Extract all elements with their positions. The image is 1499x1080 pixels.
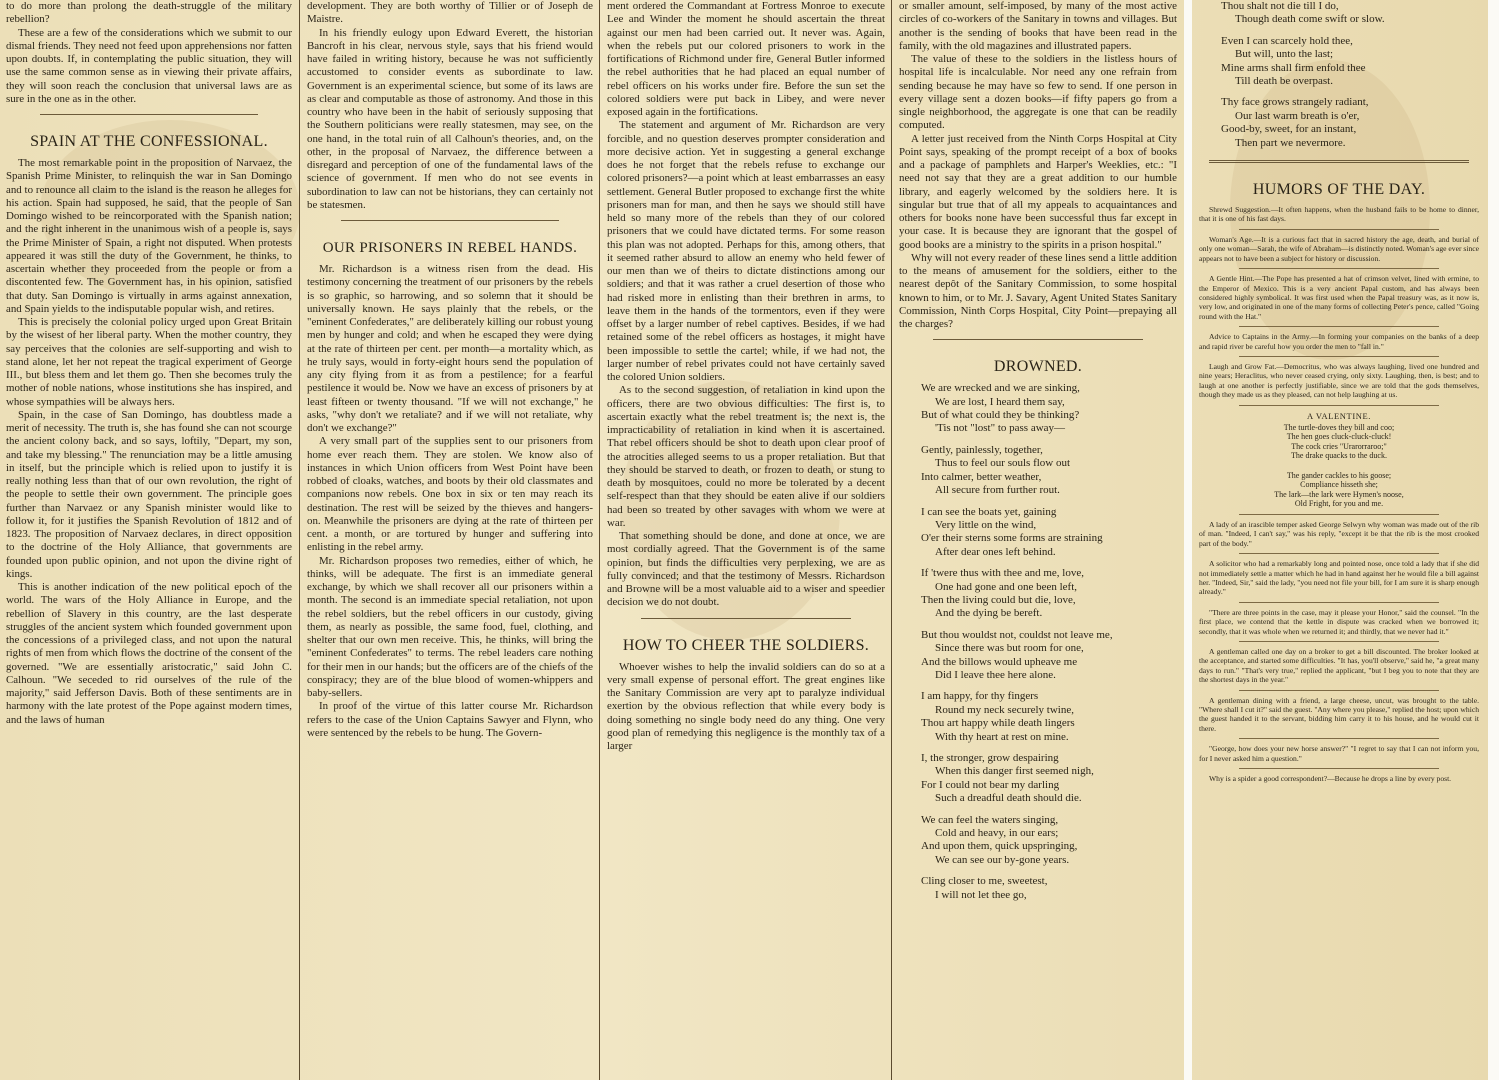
- poem-line: Good-by, sweet, for an instant,: [1221, 123, 1357, 136]
- poem-stanza: [1221, 96, 1479, 150]
- section-rule: [641, 618, 851, 619]
- humor-item: Woman's Age.—It is a curious fact that in sacred history the age, death, and burial of only one woman—Sarah, the wife of Abraham—is distinctly noted. Woman's age ever since appears not to have been a subject for history or discussion.: [1199, 234, 1479, 263]
- clipping-edge: [1488, 0, 1499, 1080]
- item-separator: [1239, 405, 1439, 406]
- poem-line: And the billows would upheave me: [921, 655, 1078, 668]
- poem-line: I, the stronger, grow despairing: [921, 752, 1059, 764]
- article-paragraph: In his friendly eulogy upon Edward Everett, the historian Bancroft in his clear, nervous style, says that his friend would have failed in writing history, because he was not sufficiently accustomed to consider events as subordinate to law. Government is an experimental science, but some of its laws are as clear and computable as those of astronomy. And those in this country who have been in the habit of seriously supposing that the Southern politicians were really statesmen, may see, on the one hand, in the total ruin of all Calhoun's theories, and, on the other, in the proposal of Narvaez, the difference between a disregard and perception of one of the fundamental laws of the science of government. If men who do not see events in subordination to law can not be historians, they can certainly not be statesmen.: [307, 26, 593, 211]
- article-headline: HUMORS OF THE DAY.: [1252, 181, 1426, 199]
- verse-line: [1199, 461, 1479, 471]
- verse-line: The gander cackles to his goose;: [1286, 470, 1392, 480]
- article-paragraph: Mr. Richardson is a witness risen from the dead. His testimony concerning the treatment of our prisoners by the rebels is so graphic, so harrowing, and so solemn that it should be universally known. He says plainly that the rebels, or the "eminent Confederates," are deliberately killing our robust young men by hunger and cold; and when he escaped they were dying at the rate of thirteen per cent. per month—a mortality which, as he truly says, would in forty-eight hours send the population of any city flying from it as from a pestilence; for a fearful pestilence it would be. Now we have an excess of prisoners by at least fifteen or twenty thousand. "If we will not exchange," he asks, "why don't we retaliate? and if we will not retaliate, why don't we exchange?": [307, 263, 593, 434]
- humor-item: A lady of an irascible temper asked George Selwyn why woman was made out of the rib of man. "Indeed, I can't say," was his reply, "except it be that the rib is the most crooked part of the body.": [1199, 519, 1479, 548]
- poem-line: One had gone and one been left,: [935, 580, 1078, 593]
- humor-item: A solicitor who had a remarkably long and pointed nose, once told a lady that if she did not immediately settle a matter which he had in hand against her he would file a bill against her. "Indeed, Sir," said the lady, "you need not file your bill, for I am sure it is sharp enough already.": [1199, 559, 1479, 597]
- poem-line: Thy face grows strangely radiant,: [1221, 96, 1369, 109]
- article-paragraph: In proof of the virtue of this latter course Mr. Richardson refers to the case of the Union Captains Sawyer and Flynn, who were sentenced by the rebels to be hung. The Govern-: [307, 700, 593, 739]
- poem-line: We can feel the waters singing,: [921, 813, 1059, 826]
- poem-line: But will, unto the last;: [1235, 48, 1334, 61]
- poem-line: Such a dreadful death should die.: [935, 792, 1082, 805]
- poem-stanza: [921, 752, 1177, 806]
- column-1: [0, 0, 298, 1080]
- poem-line: And upon them, quick upspringing,: [921, 840, 1078, 853]
- double-rule: [1209, 160, 1469, 163]
- poem-line: Though death come swift or slow.: [1235, 13, 1385, 26]
- article-paragraph: These are a few of the considerations which we submit to our dismal friends. They need not feed upon apprehensions nor fatten upon doubts. If, in contemplating the public situation, they will use the same common sense as in viewing their private affairs, they will soon reach the conclusion that universal laws are as sure in the one as in the other.: [6, 26, 292, 105]
- poem: [1199, 0, 1479, 150]
- poem-line: O'er their sterns some forms are straining: [921, 532, 1103, 545]
- poem-line: I am happy, for thy fingers: [921, 690, 1039, 703]
- continued-paragraph: development. They are both worthy of Tillier or of Joseph de Maistre.: [307, 0, 593, 26]
- poem-line: After dear ones left behind.: [935, 545, 1056, 558]
- article-paragraph: As to the second suggestion, of retaliation in kind upon the officers, there are two obvious difficulties: The first is, to ascertain exactly what the rebel treatment is; the next is, the impracticability of retaliation in kind when it is ascertained. That rebel officers should be shot to death upon clear proof of the atrocities alleged seems to us a proper retaliation. But that they should be starved to death, or frozen to death, or stung to death by mosquitoes, could no more be tolerated by a decent self-respect than that they should be eaten alive if our soldiers had been so treated by other savages with whom we were at war.: [607, 384, 885, 529]
- poem-stanza: [921, 506, 1177, 560]
- poem-stanza: [921, 567, 1177, 621]
- poem-line: Mine arms shall firm enfold thee: [1221, 61, 1366, 74]
- poem-line: Then part we nevermore.: [1235, 136, 1346, 149]
- article-paragraph: The value of these to the soldiers in the listless hours of hospital life is incalculable. Nor need any one refrain from sending because he may have so few to send. If one person in every village sent a dozen books—if fifty papers go from a single neighborhood, the aggregate is one that can be readily computed.: [899, 53, 1177, 132]
- continued-paragraph: ment ordered the Commandant at Fortress Monroe to execute Lee and Winder the moment he should ascertain the threat against our men had been carried out. It never was. Again, when the rebels put our colored prisoners to work in the fortifications of Richmond under fire, General Butler informed the rebel authorities that he had placed an equal number of rebel officers on his works under fire. Before the sun set the colored soldiers were put back in Libey, and were never exposed again in the fortifications.: [607, 0, 885, 118]
- poem-line: Our last warm breath is o'er,: [1235, 109, 1360, 122]
- poem-line: We are wrecked and we are sinking,: [921, 382, 1080, 395]
- poem-line: We can see our by-gone years.: [935, 853, 1070, 866]
- column-rule: [299, 0, 300, 1080]
- poem-stanza: [921, 875, 1177, 902]
- article-headline: OUR PRISONERS IN REBEL HANDS.: [322, 240, 578, 256]
- verse-line: The drake quacks to the duck.: [1291, 451, 1387, 461]
- poem-line: Did I leave thee here alone.: [935, 668, 1056, 681]
- column-rule: [599, 0, 600, 1080]
- verse-line: The cock cries "Urarorraroo;": [1291, 441, 1387, 451]
- article-headline: SPAIN AT THE CONFESSIONAL.: [30, 133, 268, 150]
- column-rule: [891, 0, 892, 1080]
- poem-stanza: [921, 444, 1177, 498]
- poem-line: Thus to feel our souls flow out: [935, 457, 1071, 470]
- column-2: [301, 0, 599, 1080]
- column-4: [893, 0, 1183, 1080]
- column-3: [601, 0, 891, 1080]
- poem-line: For I could not bear my darling: [921, 778, 1060, 791]
- item-separator: [1239, 690, 1439, 691]
- humor-item: Advice to Captains in the Army.—In forming your companies on the banks of a deep and rapid river be careful how you order the men to "fall in.": [1199, 332, 1479, 351]
- section-rule: [933, 339, 1143, 340]
- article-paragraph: The statement and argument of Mr. Richardson are very forcible, and no question deserves prompter consideration and more decisive action. Yet in suggesting a general exchange does he not forget that the rebels refuse to exchange our colored prisoners?—a point which at least embarrasses an easy settlement. General Butler proposed to exchange first the white prisoners man for man, and then he says we should still have held so many more of the rebels than they of our colored prisoners that we could have dictated terms. For some reason this plan was not adopted. Perhaps for this, among others, that it seemed rather absurd to allow an enemy who held fewer of our men than we of theirs to dictate distinctions among our soldiers; and that it was rather a cruel desertion of those who had risked more in enlisting than their brethren in arms, to leave them in the hands of the tormentors, even if they were offset by a larger number of rebel captives. Besides, if we had retained some of the rebel officers as hostages, it might have been impossible to settle the cartel; while, if we had not, the larger number of rebel privates could not have certainly saved the colored Union soldiers.: [607, 119, 885, 383]
- article-paragraph: This is another indication of the new political epoch of the world. The wars of the Holy Alliance in Europe, and the rebellion of Slavery in this country, are the last desperate struggles of the ancient system which founded government upon the concessions of a privileged class, and not upon the natural rights of men from which flows the doctrine of the consent of the governed. "We are essentially aristocratic," said John C. Calhoun. "We seceded to rid ourselves of the rule of the majority," said Jefferson Davis. Both of these sentiments are in harmony with the late protest of the Pope against modern times, and the laws of human: [6, 581, 292, 726]
- item-separator: [1239, 738, 1439, 739]
- clipping-gap: [1184, 0, 1192, 1080]
- item-separator: [1239, 268, 1439, 269]
- poem-line: When this danger first seemed nigh,: [935, 765, 1094, 778]
- poem-line: All secure from further rout.: [935, 484, 1060, 497]
- poem-line: I can see the boats yet, gaining: [921, 505, 1057, 518]
- item-separator: [1239, 326, 1439, 327]
- item-separator: [1239, 641, 1439, 642]
- verse-line: Compliance hisseth she;: [1300, 480, 1378, 490]
- poem: [899, 382, 1177, 902]
- article-headline: HOW TO CHEER THE SOLDIERS.: [622, 636, 870, 654]
- humor-item: A gentleman called one day on a broker to get a bill discounted. The broker looked at the acceptance, and started some difficulties. "It has, you'll observe," said he, "a great many days to run." "That's very true," replied the applicant, "but I beg you to note that they are the shortest days in the year.": [1199, 646, 1479, 685]
- poem-stanza: [1221, 35, 1479, 89]
- poem-line: Cling closer to me, sweetest,: [921, 875, 1048, 888]
- humor-item: Why is a spider a good correspondent?—Because he drops a line by every post.: [1209, 774, 1452, 784]
- poem-line: But of what could they be thinking?: [921, 409, 1080, 422]
- article-paragraph: Why will not every reader of these lines send a little addition to the means of amusement for the soldiers, either to the nearest depôt of the Sanitary Commission, to some hospital known to him, or to Mr. J. Savary, Agent United States Sanitary Commission, Ninth Corps Hospital, City Point—prepaying all the charges?: [899, 251, 1177, 330]
- poem-line: But thou wouldst not, couldst not leave me,: [921, 628, 1113, 641]
- poem-line: Even I can scarcely hold thee,: [1221, 34, 1353, 47]
- item-separator: [1239, 229, 1439, 230]
- poem-line: If 'twere thus with thee and me, love,: [921, 567, 1084, 580]
- poem-line: Till death be overpast.: [1235, 75, 1333, 88]
- verse-line: The turtle-doves they bill and coo;: [1283, 422, 1395, 432]
- poem-line: Very little on the wind,: [935, 518, 1037, 531]
- column-5: [1193, 0, 1485, 1080]
- article-paragraph: The most remarkable point in the proposition of Narvaez, the Spanish Prime Minister, to relinquish the war in San Domingo and to renounce all claim to the island is the reason he alleges for his action. Spain had supposed, he said, that the people of San Domingo wished to be reincorporated with the Spanish nation; and the right inherent in the unanimous wish of a people is, says the Prime Minister of Spain, a right not disputed. When protests appeared it was still the duty of the Government, he thinks, to ascertain whether they proceeded from the people or from a discontented few. The Government has, in his opinion, satisfied that duty. San Domingo is virtually in arms against annexation, and Spain yields to the indisputable popular wish, and retires.: [6, 157, 292, 315]
- article-paragraph: Mr. Richardson proposes two remedies, either of which, he thinks, will be adequate. The first is an immediate general exchange, by which we shall recover all our prisoners within a month. The second is an immediate special retaliation, not upon the rebel soldiers, but the rebel officers in our custody, giving them, as nearly as possible, the same food, fuel, clothing, and shelter that our own men receive. This, he thinks, will bring the "eminent Confederates" to terms. The rebel leaders care nothing for their men in our hands; but the officers are of the chiefs of the conspiracy; they are of the blue blood of women-whippers and baby-sellers.: [307, 554, 593, 699]
- section-rule: [40, 114, 258, 115]
- poem-line: Thou art happy while death lingers: [921, 717, 1075, 730]
- item-separator: [1239, 553, 1439, 554]
- poem-stanza: [921, 629, 1177, 683]
- poem-stanza: [921, 382, 1177, 436]
- article-headline: DROWNED.: [993, 358, 1083, 376]
- continued-paragraph: or smaller amount, self-imposed, by many of the most active circles of co-workers of the Sanitary in towns and villages. But another is the sending of books that have been read in the family, with the old magazines and illustrated papers.: [899, 0, 1177, 52]
- poem-line: And the dying be bereft.: [935, 607, 1043, 620]
- poem-stanza: [921, 814, 1177, 868]
- poem-stanza: [921, 690, 1177, 744]
- verse-line: Old Fright, for you and me.: [1294, 499, 1384, 509]
- poem-line: I will not let thee go,: [935, 888, 1027, 901]
- poem-line: Since there was but room for one,: [935, 642, 1084, 655]
- humor-item: "George, how does your new horse answer?" "I regret to say that I can not inform you, for I never asked him a question.": [1199, 744, 1479, 763]
- poem-line: Then the living could but die, love,: [921, 593, 1076, 606]
- article-paragraph: Spain, in the case of San Domingo, has doubtless made a merit of necessity. The truth is, she has found she can not scourge the ancient colony back, and so says, loftily, "Depart, my son, and take my blessing." The renunciation may be a little amusing in itself, but the principle which is relied upon to justify it is really nothing less than that of our own revolution, the right of the people to settle their own government. The principle goes further than Narvaez or any Spanish minister would like to follow it, for it justifies the Spanish Revolution of 1812 and of 1823. The proposition of Narvaez declares, in direct opposition to the doctrine of the Holy Alliance, that governments are founded upon public opinion, and not upon the divine right of kings.: [6, 408, 292, 580]
- item-separator: [1239, 514, 1439, 515]
- item-separator: [1239, 602, 1439, 603]
- article-paragraph: This is precisely the colonial policy urged upon Great Britain by the wisest of her liberal party. When the mother country, they say perceives that the colonies are self-supporting and wish to stand alone, let her not repeat the tragical experiment of George III., but bless them and let them go. Then she becomes truly the mother of noble nations, whose institutions she has inspired, and whose sympathies will be always hers.: [6, 316, 292, 408]
- verse-line: The lark—the lark were Hymen's noose,: [1274, 489, 1404, 499]
- article-paragraph: Whoever wishes to help the invalid soldiers can do so at a very small expense of personal effort. The great engines like the Sanitary Commission are very apt to paralyze individual exertion by the obvious reflection that while every body is doing something no single body need do any thing. One very good plan of remedying this negligence is the monthly tax of a larger: [607, 660, 885, 752]
- poem-line: Gently, painlessly, together,: [921, 443, 1043, 456]
- article-paragraph: A very small part of the supplies sent to our prisoners from home ever reach them. They are stolen. We know also of instances in which Union officers from West Point have been robbed of cloaks, watches, and boots by their old classmates and companions now rebels. One box in six or ten may reach its destination. The rest will be seized by the thieves and hangers-on. Meanwhile the prisoners are dying at the rate of thirteen per cent. a month, or are tortured by hunger and suffering into enlisting in the rebel army.: [307, 435, 593, 554]
- item-separator: [1239, 356, 1439, 357]
- humor-item: A Gentle Hint.—The Pope has presented a hat of crimson velvet, lined with ermine, to the Emperor of Mexico. This is a very ancient Papal custom, and has always been considered highly symbolical. It was first used when the Papal treasury was, as it now is, very low, and originated in one of the many forms of collecting Peter's pence, called "Going round with the Hat.": [1199, 274, 1479, 321]
- article-paragraph: That something should be done, and done at once, we are most cordially agreed. That the Government is of the same opinion, but finds the difficulties very perplexing, we are as fully convinced; and that the testimony of Messrs. Richardson and Browne will be a most valuable aid to a wiser and speedier decision we do not doubt.: [607, 530, 885, 609]
- poem-line: Thou shalt not die till I do,: [1221, 0, 1339, 12]
- verse-title: A VALENTINE.: [1306, 410, 1372, 421]
- humor-item: Shrewd Suggestion.—It often happens, when the husband fails to be home to dinner, that it is one of his fast days.: [1199, 205, 1479, 224]
- section-rule: [341, 220, 559, 221]
- valentine-verse: [1199, 423, 1479, 509]
- poem-line: 'Tis not "lost" to pass away—: [935, 422, 1066, 435]
- poem-line: Cold and heavy, in our ears;: [935, 827, 1059, 840]
- humor-item: Laugh and Grow Fat.—Democritus, who was always laughing, lived one hundred and nine years; Heraclitus, who never ceased crying, only sixty. Laughing, then, is best; and to laugh at one another is perfectly justifiable, since we are told that the gods themselves, though they made us as they pleased, can not help laughing at us.: [1199, 361, 1479, 400]
- poem-line: Round my neck securely twine,: [935, 703, 1074, 716]
- poem-line: We are lost, I heard them say,: [935, 395, 1065, 408]
- verse-line: The hen goes cluck-cluck-cluck!: [1286, 432, 1392, 442]
- humor-item: "There are three points in the case, may it please your Honor," said the counsel. "In the first place, we contend that the kettle in dispute was cracked when we borrowed it; secondly, that it was whole when we returned it; and thirdly, that we never had it.": [1199, 607, 1479, 636]
- item-separator: [1239, 768, 1439, 769]
- poem-line: Into calmer, better weather,: [921, 470, 1042, 483]
- poem-line: With thy heart at rest on mine.: [935, 730, 1069, 743]
- humor-item: A gentleman dining with a friend, a large cheese, uncut, was brought to the table. "Where shall I cut it?" said the guest. "Any where you please," replied the host; upon which the guest handed it to the servant, bidding him carry it to his house, and he would cut it there.: [1199, 695, 1479, 733]
- continued-paragraph: to do more than prolong the death-struggle of the military rebellion?: [6, 0, 292, 26]
- poem-stanza: [1221, 0, 1479, 27]
- article-paragraph: A letter just received from the Ninth Corps Hospital at City Point says, speaking of the prompt receipt of a box of books and a package of pamphlets and Harper's Weeklies, etc.: "I need not say that they are a great addition to our humble library, and eagerly welcomed by the soldiers here. It is singular but true that of all my appeals to acquaintances and others for books none have been successful thus far except in your case. It is because they are ignorant that the gospel of good books are a ministry to the spirits in a prison hospital.": [899, 132, 1177, 251]
